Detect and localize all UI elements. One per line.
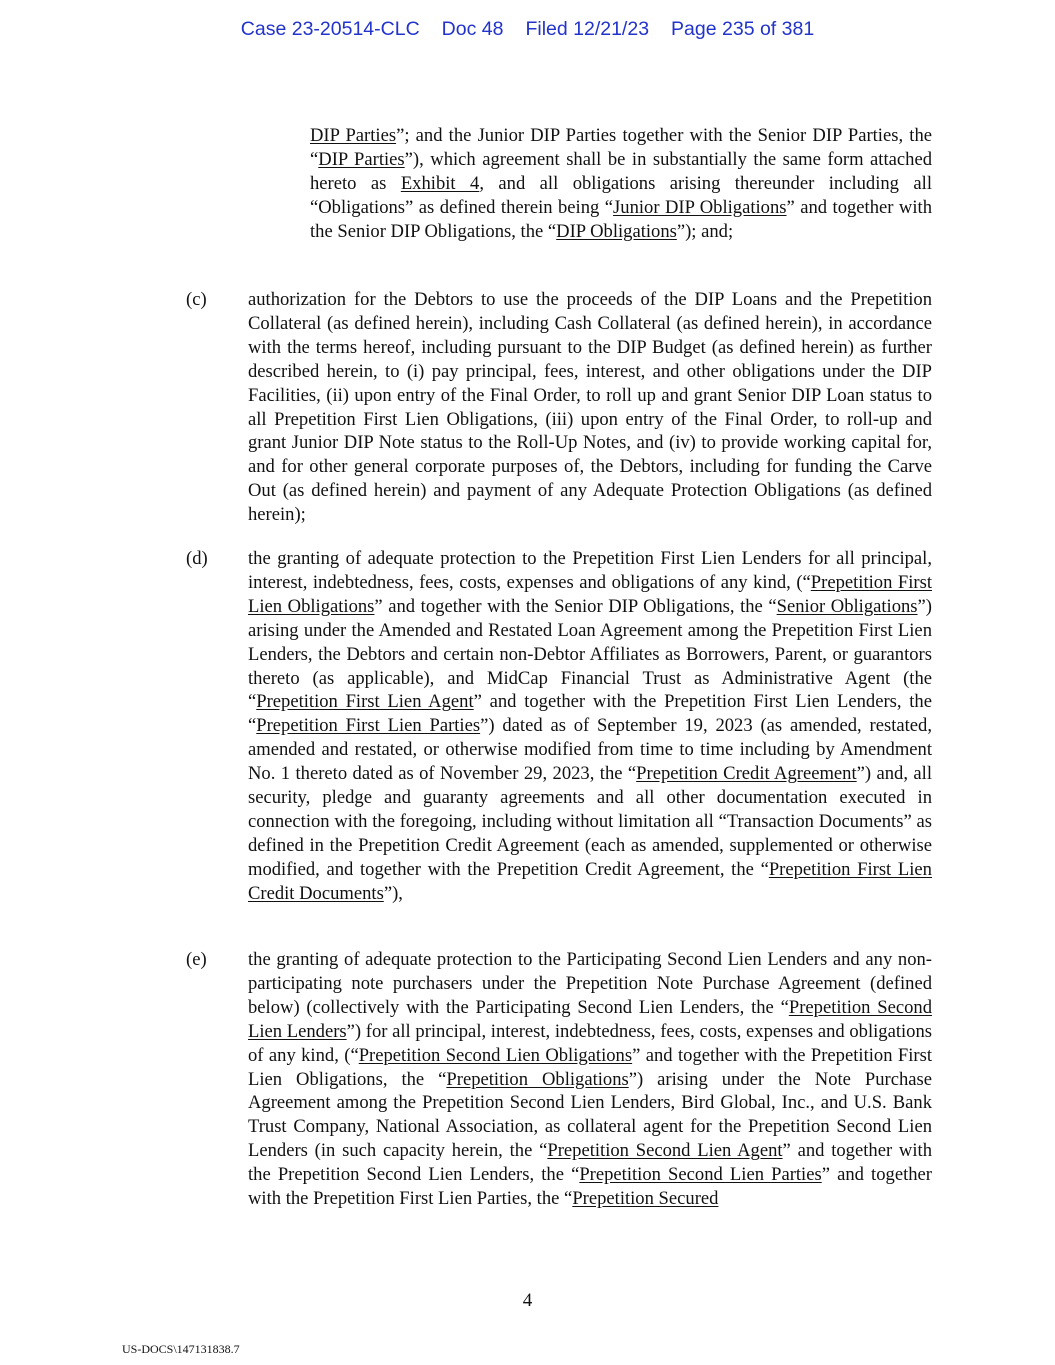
doc-number: Doc 48 (441, 18, 504, 40)
defined-term: DIP Parties (310, 125, 397, 146)
item-label-d: (d) (186, 548, 208, 569)
defined-term: Prepetition First Lien Agent (256, 691, 474, 713)
defined-term: Junior DIP Obligations (613, 196, 787, 218)
item-label-e: (e) (186, 949, 207, 970)
filed-date: Filed 12/21/23 (525, 18, 650, 40)
defined-term: Prepetition First Lien Parties (256, 715, 481, 737)
defined-term: Prepetition Second Lien Agent (547, 1140, 783, 1162)
continuation-paragraph: DIP Parties”; and the Junior DIP Parties together with the Senior DIP Parties, the “DIP Parties”), which agreement shall be in substantially the same form attached hereto as Exhibit 4, and all obligations arising thereunder including all “Obligations” as defined therein being “Junior DIP Obligations” and together with the Senior DIP Obligations, the “DIP Obligations”); and; (310, 125, 932, 242)
defined-term: Prepetition First Lien Obligations (248, 571, 932, 617)
defined-term: Prepetition Credit Agreement (636, 763, 857, 785)
defined-term: Prepetition Obligations (446, 1068, 629, 1090)
page-number: 4 (522, 1290, 533, 1311)
document-id: US-DOCS\147131838.7 (122, 1342, 240, 1356)
defined-term: Senior Obligations (776, 595, 918, 617)
defined-term: Prepetition Secured (572, 1188, 719, 1210)
item-label-c: (c) (186, 289, 207, 310)
defined-term: Prepetition First Lien Credit Documents (248, 858, 932, 904)
case-number: Case 23-20514-CLC (240, 18, 420, 40)
defined-term: Prepetition Second Lien Parties (579, 1164, 822, 1186)
defined-term: DIP Parties (318, 148, 405, 170)
ecf-header (0, 18, 1055, 41)
item-d-text: the granting of adequate protection to the Prepetition First Lien Lenders for all principal, interest, indebtedness, fees, costs, expenses and obligations of any kind, (“Prepetition First Lien Obligations” and together with the Senior DIP Obligations, the “Senior Obligations”) arising under the Amended and Restated Loan Agreement among the Prepetition First Lien Lenders, the Debtors and certain non-Debtor Affiliates as Borrowers, Parent, or guarantors thereto (as applicable), and MidCap Financial Trust as Administrative Agent (the “Prepetition First Lien Agent” and together with the Prepetition First Lien Lenders, the “Prepetition First Lien Parties”) dated as of September 19, 2023 (as amended, restated, amended and restated, or otherwise modified from time to time including by Amendment No. 1 thereto dated as of November 29, 2023, the “Prepetition Credit Agreement”) and, all security, pledge and guaranty agreements and all other documentation executed in connection with the foregoing, including without limitation all “Transaction Documents” as defined in the Prepetition Credit Agreement (each as amended, supplemented or otherwise modified, and together with the Prepetition Credit Agreement, the “Prepetition First Lien Credit Documents”), (248, 548, 932, 904)
defined-term: Prepetition Second Lien Lenders (248, 996, 932, 1042)
defined-term: Prepetition Second Lien Obligations (358, 1044, 633, 1066)
item-c-text: authorization for the Debtors to use the proceeds of the DIP Loans and the Prepetition Collateral (as defined herein), including Cash Collateral (as defined herein), in accordance with the terms hereof, including pursuant to the DIP Budget (as defined herein) as further described herein, to (i) pay principal, fees, interest, and other obligations under the DIP Facilities, (ii) upon entry of the Final Order, to roll up and grant Senior DIP Loan status to all Prepetition First Lien Obligations, (iii) upon entry of the Final Order, to roll-up and grant Junior DIP Note status to the Roll-Up Notes, and (iv) to provide working capital for, and for other general corporate purposes of, the Debtors, including for funding the Carve Out (as defined herein) and payment of any Adequate Protection Obligations (as defined herein); (248, 289, 932, 526)
exhibit-reference: Exhibit 4 (400, 172, 480, 194)
defined-term: DIP Obligations (556, 220, 677, 242)
item-e-text: the granting of adequate protection to the Participating Second Lien Lenders and any non-participating note purchasers under the Prepetition Note Purchase Agreement (defined below) (collectively with the Participating Second Lien Lenders, the “Prepetition Second Lien Lenders”) for all principal, interest, indebtedness, fees, costs, expenses and obligations of any kind, (“Prepetition Second Lien Obligations” and together with the Prepetition First Lien Obligations, the “Prepetition Obligations”) arising under the Note Purchase Agreement among the Prepetition Second Lien Lenders, Bird Global, Inc., and U.S. Bank Trust Company, National Association, as collateral agent for the Prepetition Second Lien Lenders (in such capacity herein, the “Prepetition Second Lien Agent” and together with the Prepetition Second Lien Lenders, the “Prepetition Second Lien Parties” and together with the Prepetition First Lien Parties, the “Prepetition Secured (248, 949, 933, 1210)
page-indicator: Page 235 of 381 (671, 18, 815, 40)
